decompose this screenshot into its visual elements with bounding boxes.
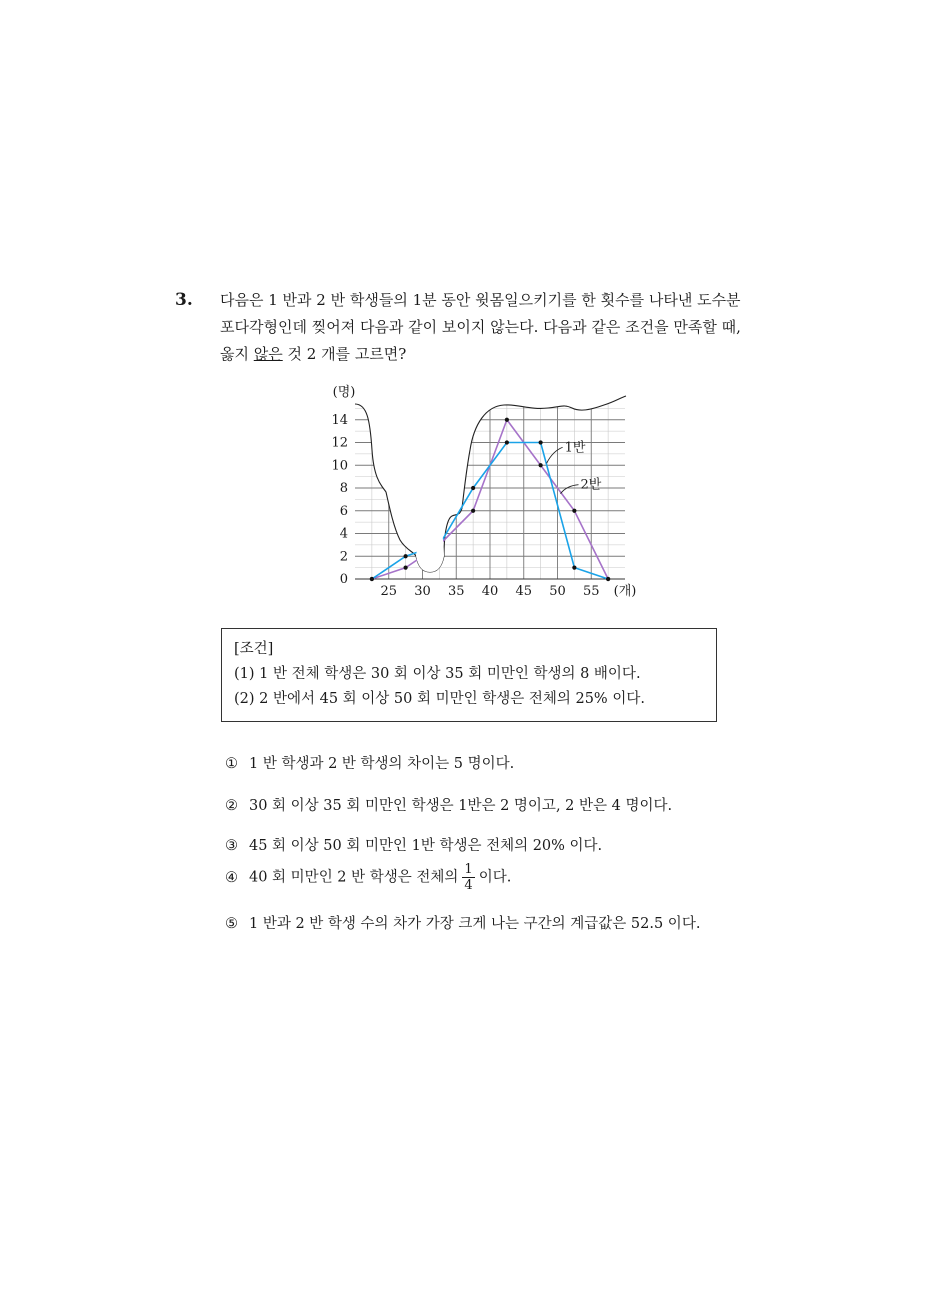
choice-2-text: 30 회 이상 35 회 미만인 학생은 1반은 2 명이고, 2 반은 4 명이다. [249,798,673,814]
data-point [505,418,509,422]
data-point [370,577,374,581]
x-tick-label: 45 [515,584,533,599]
choice-5-text: 1 반과 2 반 학생 수의 차가 가장 크게 나는 구간의 계급값은 52.5 이다. [249,916,701,932]
y-tick-label: 8 [339,481,348,496]
conditions-title: [조건] [234,641,274,657]
choice-1[interactable] [225,752,514,773]
data-point [471,486,475,490]
callout-line-2 [561,485,579,494]
question-line-3 [220,341,765,368]
data-point [572,566,576,570]
choice-2[interactable] [225,794,672,815]
data-point [404,566,408,570]
x-tick-label: 35 [447,584,465,599]
x-tick-label: 40 [481,584,499,599]
choice-3-mark: ③ [225,838,238,854]
choice-4-mark: ④ [225,869,238,886]
data-point [606,577,610,581]
choice-2-mark: ② [225,798,238,814]
x-tick-label: 30 [414,584,431,599]
torn-patch [416,530,444,572]
choice-4-suffix: 이다. [478,869,512,886]
fraction [462,862,474,893]
y-tick-label: 0 [339,572,348,587]
x-axis-unit: (개) [613,584,637,599]
y-tick-label: 4 [339,526,348,542]
data-point [505,440,509,444]
y-axis-label: (명) [332,385,356,400]
y-tick-label: 12 [331,435,348,451]
choice-1-mark: ① [225,756,238,772]
choice-5[interactable] [225,912,700,933]
question-number: 3. [175,290,193,310]
question-line-3-suffix: 것 2 개를 고르면? [282,345,407,363]
series-label-2: 2반 [580,477,602,493]
callout-line-1 [547,447,563,463]
y-tick-label: 14 [331,412,348,428]
frequency-polygon-chart [320,380,650,605]
y-tick-label: 6 [339,503,348,519]
choice-4-prefix: 40 회 미만인 2 반 학생은 전체의 [249,869,459,886]
x-tick-label: 55 [582,584,600,599]
y-tick-label: 2 [339,549,348,565]
choice-5-mark: ⑤ [225,916,238,932]
choice-1-text: 1 반 학생과 2 반 학생의 차이는 5 명이다. [249,756,515,772]
condition-2: (2) 2 반에서 45 회 이상 50 회 미만인 학생은 전체의 25% 이다. [234,691,645,707]
conditions-box [221,628,717,722]
x-tick-label: 25 [380,584,398,599]
data-point [471,509,475,513]
data-point [404,554,408,558]
question-line-2: 포다각형인데 찢어져 다음과 같이 보이지 않는다. 다음과 같은 조건을 만족할 때, [220,318,741,336]
question-line-3-prefix: 옳지 [220,345,254,363]
question-line-1: 다음은 1 반과 2 반 학생들의 1분 동안 윗몸일으키기를 한 횟수를 나타낸 도수분 [220,291,741,309]
choice-3[interactable] [225,834,602,855]
data-point [539,463,543,467]
data-point [572,509,576,513]
condition-1: (1) 1 반 전체 학생은 30 회 이상 35 회 미만인 학생의 8 배이다. [234,666,641,682]
data-point [539,440,543,444]
question-text [220,287,765,368]
x-tick-label: 50 [549,584,566,599]
underlined-word: 않은 [253,345,283,363]
choice-3-text: 45 회 이상 50 회 미만인 1반 학생은 전체의 20% 이다. [249,838,603,854]
series-label-1: 1반 [564,440,586,456]
fraction-numerator: 1 [464,862,473,877]
choice-4[interactable] [225,862,511,893]
y-tick-label: 10 [331,458,348,474]
torn-paper-region [355,380,626,572]
fraction-denominator: 4 [464,878,473,893]
